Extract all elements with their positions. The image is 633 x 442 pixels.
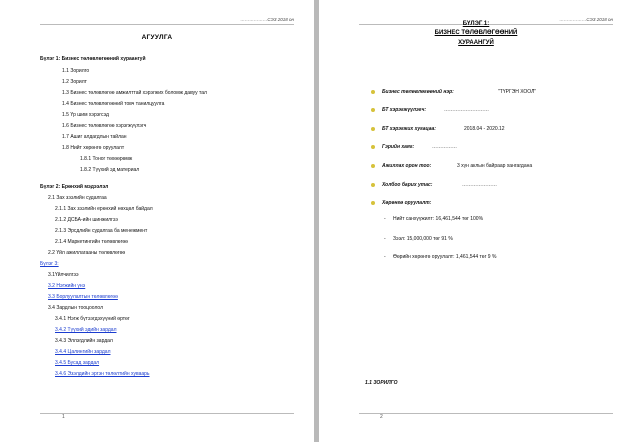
toc-entry[interactable]: 2.2 Үйл ажиллагааны төлөвлөгөө — [48, 250, 126, 256]
toc-entry-link[interactable]: 3.4.4 Цалингийн зардал — [55, 349, 111, 355]
toc-chapter-1[interactable]: Бүлэг 1: Бизнес төлөвлөгөөний хураангуй — [40, 56, 146, 62]
toc-entry[interactable]: 3.4 Зардлын тооцоолол — [48, 305, 104, 311]
toc-entry-link[interactable]: 3.4.5 Бусад зардал — [55, 360, 100, 366]
bullet-icon — [371, 201, 375, 205]
toc-chapter-3-link[interactable]: Бүлэг 3: — [40, 261, 59, 267]
toc-chapter-2[interactable]: Бүлэг 2: Ерөнхий мэдээлэл — [40, 184, 109, 190]
toc-entry[interactable]: 3.4.3 Эллэгдлийн зардал — [55, 338, 113, 344]
field-label: Ажиллах орон тоо: — [382, 163, 432, 169]
investment-line: Нийт санхүүжилт: 16,461,544 төг 100% — [393, 216, 484, 222]
footer-rule — [40, 413, 294, 414]
field-value: 3 хүн аклын байраар хангагдана — [457, 163, 533, 169]
investment-line: Өөрийн хөрөнгө оруулалт: 1,461,544 төг 9 % — [393, 254, 497, 260]
page-number: 1 — [62, 414, 65, 420]
page-number: 2 — [380, 414, 383, 420]
toc-entry[interactable]: 1.4 Бизнес төлөвлөгөөний товч танилцуулга — [62, 101, 165, 107]
page-header: ………………СЭЗ 2018 он — [240, 17, 294, 22]
toc-entry[interactable]: 1.1 Зорилго — [62, 68, 90, 74]
toc-entry-link[interactable]: 3.4.6 Эзэлдийн эргэн төлөлтийн хуваарь — [55, 371, 150, 377]
field-label: БТ хэрэгжих хугацаа: — [382, 126, 436, 132]
toc-entry[interactable]: 3.4.1 Нэгж бүтээгдэхүүний өртөг — [55, 316, 130, 322]
bullet-icon — [371, 108, 375, 112]
toc-entry[interactable]: 2.1.2 ДСБА-ийн шинжилгээ — [55, 217, 118, 223]
toc-entry-link[interactable]: 3.3 Борлуулалтын төлөвлөгөө — [48, 294, 118, 300]
dash-bullet-icon: - — [384, 254, 386, 260]
toc-title: АГУУЛГА — [141, 34, 173, 41]
field-label: Холбоо барих утас: — [382, 182, 433, 188]
chapter-title-line-1: БИЗНЕС ТӨЛӨВЛӨГӨӨНИЙ — [434, 30, 518, 36]
toc-entry[interactable]: 1.8 Нийт хөрөнгө оруулалт — [62, 145, 125, 151]
footer-rule — [359, 413, 613, 414]
bullet-icon — [371, 127, 375, 131]
investment-line: Зээл: 15,000,000 төг 91 % — [393, 236, 453, 242]
toc-entry[interactable]: 2.1.4 Маркетингийн төлөвлөгөө — [55, 239, 128, 245]
bullet-icon — [371, 145, 375, 149]
toc-entry[interactable]: 2.1.1 Зах зээлийн ерөнхий нөхцөл байдал — [55, 206, 153, 212]
header-rule — [40, 24, 294, 25]
field-label: Гэрийн хаяг: — [382, 144, 415, 150]
field-label: Бизнес төлөвлөгөөний нэр: — [382, 89, 454, 95]
toc-entry[interactable]: 1.7 Ашиг алдагдлын тайлан — [62, 134, 127, 140]
chapter-heading: БҮЛЭГ 1: — [462, 21, 490, 27]
toc-entry[interactable]: 2.1.3 Эрсдлийн судалгаа ба менежмент — [55, 228, 148, 234]
toc-entry[interactable]: 1.2 Зорилт — [62, 79, 87, 85]
field-value: …………… — [432, 144, 457, 150]
toc-entry[interactable]: 1.6 Бизнес төлөвлөгөө хэрэгжүүлэгч — [62, 123, 147, 129]
toc-entry-link[interactable]: 3.4.2 Түүхий эдийн зардал — [55, 327, 117, 333]
toc-entry[interactable]: 1.8.2 Түүхий эд материал — [80, 167, 140, 173]
field-value: ………………… — [462, 182, 497, 188]
dash-bullet-icon: - — [384, 236, 386, 242]
toc-entry[interactable]: 2.1 Зах зээлийн судалгаа — [48, 195, 107, 201]
field-label: БТ хэрэгжүүлэгч: — [382, 107, 427, 113]
toc-entry[interactable]: 1.5 Үр шим хэрэгсэд — [62, 112, 109, 118]
chapter-title-line-2: ХУРААНГУЙ — [458, 40, 494, 46]
subsection-heading: 1.1 ЗОРИЛГО — [365, 380, 398, 386]
field-label: Хөрөнгө оруулалт: — [382, 200, 432, 206]
bullet-icon — [371, 90, 375, 94]
toc-entry-link[interactable]: 3.2 Нэгжийн үнэ — [48, 283, 86, 289]
bullet-icon — [371, 183, 375, 187]
page-header: ………………СЭЗ 2018 он — [559, 17, 613, 22]
field-value: 2018.04 - 2020.12 — [464, 126, 505, 132]
toc-entry[interactable]: 1.8.1 Тоног төхөөрөмж — [80, 156, 133, 162]
field-value: ……………………… — [444, 107, 489, 113]
bullet-icon — [371, 164, 375, 168]
dash-bullet-icon: - — [384, 216, 386, 222]
field-value: "ТҮРГЭН ХООЛ" — [498, 89, 537, 95]
toc-entry[interactable]: 3.1Үйлчилгээ — [48, 272, 79, 278]
document-page-1 — [0, 0, 314, 442]
toc-entry[interactable]: 1.3 Бизнес төлөвлөгөө амжилттай хэрэгжих боломж давуу тал — [62, 90, 207, 96]
